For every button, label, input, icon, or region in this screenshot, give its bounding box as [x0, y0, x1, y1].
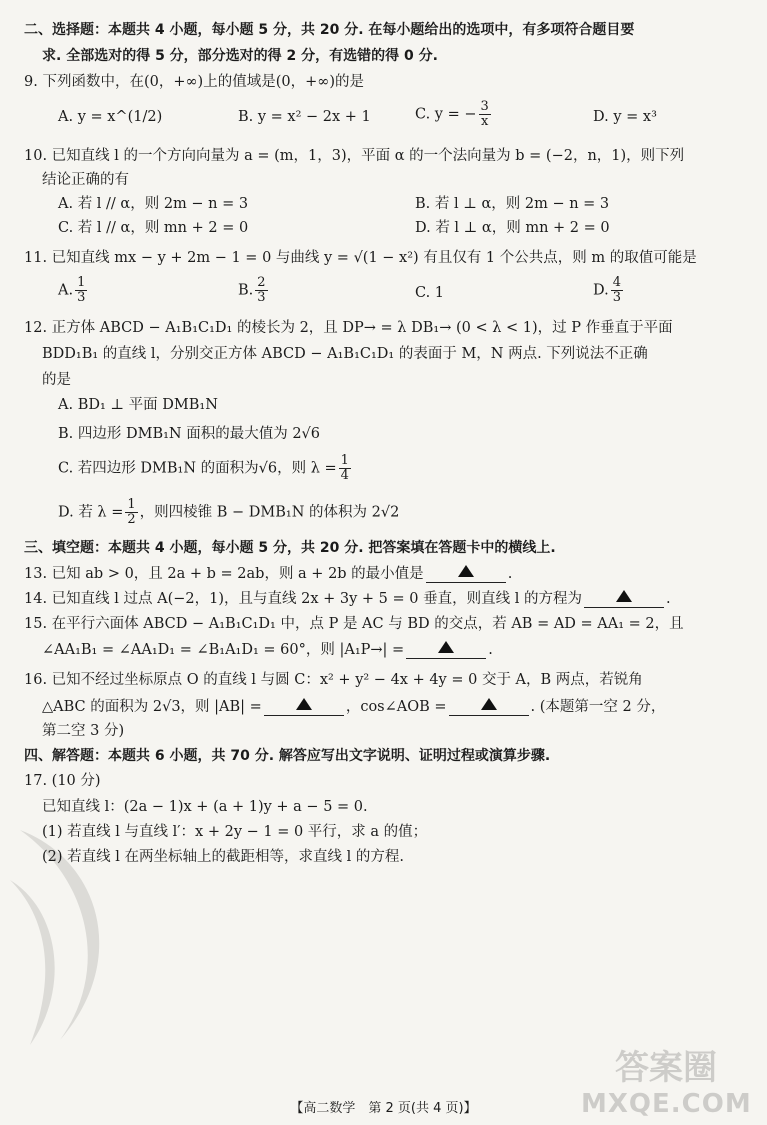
- q15-line-1: 15. 在平行六面体 ABCD − A₁B₁C₁D₁ 中，点 P 是 AC 与 BD 的交点，若 AB = AD = AA₁ = 2，且: [24, 616, 684, 632]
- q9-option-d: D. y = x³: [593, 109, 657, 125]
- q10-option-c: C. 若 l // α，则 mn + 2 = 0: [58, 220, 249, 236]
- q12-option-a: A. BD₁ ⊥ 平面 DMB₁N: [58, 397, 218, 413]
- watermark-top: 答案圈: [615, 1048, 717, 1088]
- q16-line-1: 16. 已知不经过坐标原点 O 的直线 l 与圆 C：x² + y² − 4x + 4y = 0 交于 A，B 两点，若锐角: [24, 672, 643, 688]
- q17-part-2: (2) 若直线 l 在两坐标轴上的截距相等，求直线 l 的方程.: [42, 849, 404, 865]
- triangle-icon: [616, 590, 632, 602]
- q10-option-d: D. 若 l ⊥ α，则 mn + 2 = 0: [415, 220, 610, 236]
- q11-option-d: D. $\frac{4}{3}$: [593, 275, 621, 305]
- q11-option-a: A. $\frac{1}{3}$: [58, 275, 86, 305]
- q14-answer-blank[interactable]: [584, 587, 664, 608]
- q12-option-c: C. 若四边形 DMB₁N 的面积为√6，则 λ = $\frac{1}{4}$: [58, 453, 349, 483]
- q10-option-a: A. 若 l // α，则 2m − n = 3: [58, 196, 249, 212]
- q16-answer-blank-2[interactable]: [449, 695, 529, 716]
- q16-line-2: △ABC 的面积为 2√3，则 |AB| = ，cos∠AOB = . (本题第一空 2 分，: [42, 697, 665, 718]
- q11-option-b: B. $\frac{2}{3}$: [238, 275, 266, 305]
- triangle-icon: [296, 698, 312, 710]
- q11-option-c: C. 1: [415, 285, 445, 301]
- q12-stem-2: BDD₁B₁ 的直线 l，分别交正方体 ABCD − A₁B₁C₁D₁ 的表面于 M，N 两点. 下列说法不正确: [42, 346, 648, 362]
- q17-given: 已知直线 l：(2a − 1)x + (a + 1)y + a − 5 = 0.: [42, 799, 368, 815]
- q9-stem: 9. 下列函数中，在(0，+∞)上的值域是(0，+∞)的是: [24, 74, 364, 90]
- q9-option-c-fraction: $\frac{3}{x}$: [480, 99, 489, 129]
- q9-option-c: [415, 100, 493, 129]
- q13-answer-blank[interactable]: [426, 562, 506, 583]
- watermark-bottom: MXQE.COM: [581, 1089, 752, 1119]
- q10-stem-2: 结论正确的有: [42, 172, 129, 188]
- section-4-title: 四、解答题：本题共 6 小题，共 70 分. 解答应写出文字说明、证明过程或演算步骤.: [24, 748, 551, 764]
- q9-option-c-pre: C. y = −: [415, 106, 477, 123]
- q15-line-2: ∠AA₁B₁ = ∠AA₁D₁ = ∠B₁A₁D₁ = 60°，则 |A₁P→| = .: [42, 640, 493, 661]
- q17-part-1: (1) 若直线 l 与直线 l′：x + 2y − 1 = 0 平行，求 a 的值；: [42, 824, 428, 840]
- q10-stem-1: 10. 已知直线 l 的一个方向向量为 a = (m，1，3)，平面 α 的一个法向量为 b = (−2，n，1)，则下列: [24, 148, 685, 164]
- q15-answer-blank[interactable]: [406, 638, 486, 659]
- section-3-title: 三、填空题：本题共 4 小题，每小题 5 分，共 20 分. 把答案填在答题卡中的横线上.: [24, 540, 556, 556]
- q10-option-b: B. 若 l ⊥ α，则 2m − n = 3: [415, 196, 610, 212]
- section-2-title-cont: 求. 全部选对的得 5 分，部分选对的得 2 分，有选错的得 0 分.: [42, 48, 438, 64]
- triangle-icon: [438, 641, 454, 653]
- q17-head: 17. (10 分): [24, 773, 101, 789]
- q12-stem-1: 12. 正方体 ABCD − A₁B₁C₁D₁ 的棱长为 2，且 DP→ = λ DB₁→ (0 < λ < 1)，过 P 作垂直于平面: [24, 320, 673, 336]
- triangle-icon: [481, 698, 497, 710]
- page-footer: 【高二数学 第 2 页(共 4 页)】: [290, 1101, 477, 1116]
- q14: 14. 已知直线 l 过点 A(−2，1)，且与直线 2x + 3y + 5 = 0 垂直，则直线 l 的方程为 .: [24, 589, 671, 610]
- triangle-icon: [458, 565, 474, 577]
- q9-option-b: B. y = x² − 2x + 1: [238, 109, 371, 125]
- q16-answer-blank-1[interactable]: [264, 695, 344, 716]
- q12-option-b: B. 四边形 DMB₁N 面积的最大值为 2√6: [58, 426, 321, 442]
- q11-stem: 11. 已知直线 mx − y + 2m − 1 = 0 与曲线 y = √(1 − x²) 有且仅有 1 个公共点，则 m 的取值可能是: [24, 250, 697, 266]
- q12-option-d: D. 若 λ = $\frac{1}{2}$ ，则四棱锥 B − DMB₁N 的体积为 2√2: [58, 497, 400, 527]
- q13: 13. 已知 ab > 0，且 2a + b = 2ab，则 a + 2b 的最小值是 .: [24, 564, 512, 585]
- q12-stem-3: 的是: [42, 372, 71, 388]
- q16-line-3: 第二空 3 分): [42, 723, 125, 739]
- q9-option-a: A. y = x^(1/2): [58, 109, 163, 125]
- section-2-title: 二、选择题：本题共 4 小题，每小题 5 分，共 20 分. 在每小题给出的选项中，有多项符合题目要: [24, 22, 635, 38]
